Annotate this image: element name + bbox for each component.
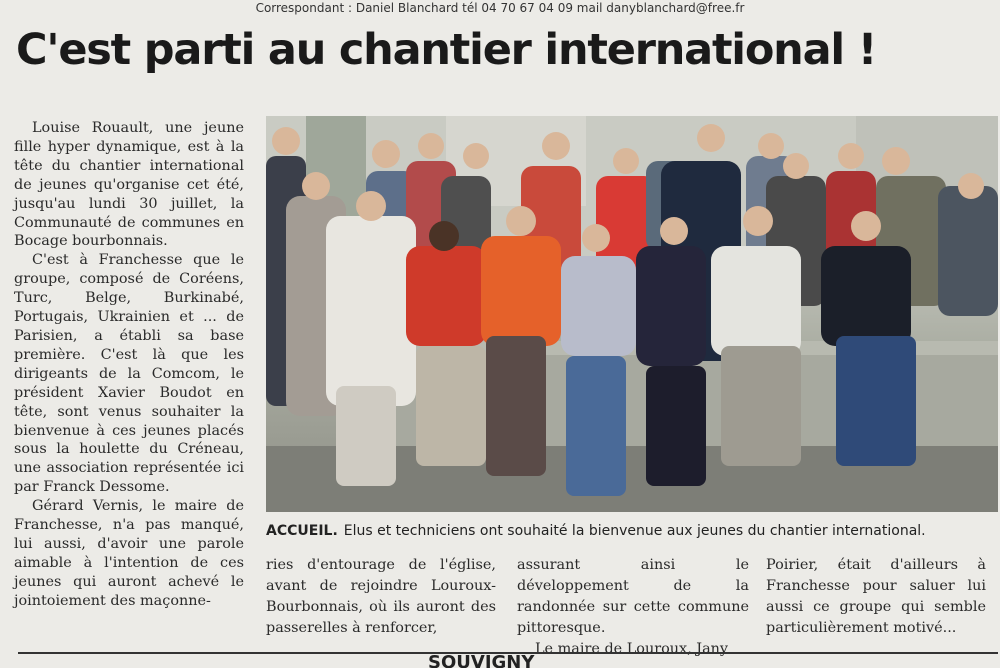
paragraph-3: Gérard Vernis, le maire de Franchesse, n'a pas manqué, lui aussi, d'avoir une parole aimable à l'intention de ces jeunes qui auront achevé le jointoiement des maçonne-: [14, 498, 244, 609]
column-2-text: ries d'entourage de l'église, avant de rejoindre Louroux-Bourbonnais, où ils auront des passerelles à renforcer,: [266, 557, 496, 636]
column-3-paragraph-2: Le maire de Louroux, Jany: [535, 641, 729, 657]
photo-caption: [266, 521, 996, 541]
article-column-1: [14, 119, 244, 611]
article-column-4: [766, 555, 986, 639]
headline: C'est parti au chantier international !: [16, 25, 877, 75]
caption-lead: ACCUEIL.: [266, 523, 338, 539]
column-3-paragraph-1: assurant ainsi le développement de la randonnée sur cette commune pittoresque.: [517, 557, 749, 636]
column-4-text: Poirier, était d'ailleurs à Franchesse pour saluer lui aussi ce groupe qui semble particulièrement motivé...: [766, 557, 986, 636]
next-article-heading: SOUVIGNY: [428, 652, 535, 668]
caption-text: Elus et techniciens ont souhaité la bienvenue aux jeunes du chantier international.: [343, 523, 926, 539]
byline: Correspondant : Daniel Blanchard tél 04 70 67 04 09 mail danyblanchard@free.fr: [255, 1, 745, 15]
article-column-3: [517, 555, 749, 660]
group-photo: [266, 116, 998, 512]
article-column-2: [266, 555, 496, 639]
paragraph-2: C'est à Franchesse que le groupe, composé de Coréens, Turc, Belge, Burkinabé, Portugais, Ukrainien et ... de Parisien, a établi sa base première. C'est là que les dirigeants de la Comcom, le président Xavier Boudot en tête, sont venus souhaiter la bienvenue à ces jeunes placés sous la houlette du Créneau, une association représentée ici par Franck Dessome.: [14, 252, 244, 496]
paragraph-1: Louise Rouault, une jeune fille hyper dynamique, est à la tête du chantier international de jeunes qu'organise cet été, jusqu'au lundi 30 juillet, la Communauté de communes en Bocage bourbonnais.: [14, 120, 244, 250]
group-photo-illustration: [266, 116, 998, 512]
